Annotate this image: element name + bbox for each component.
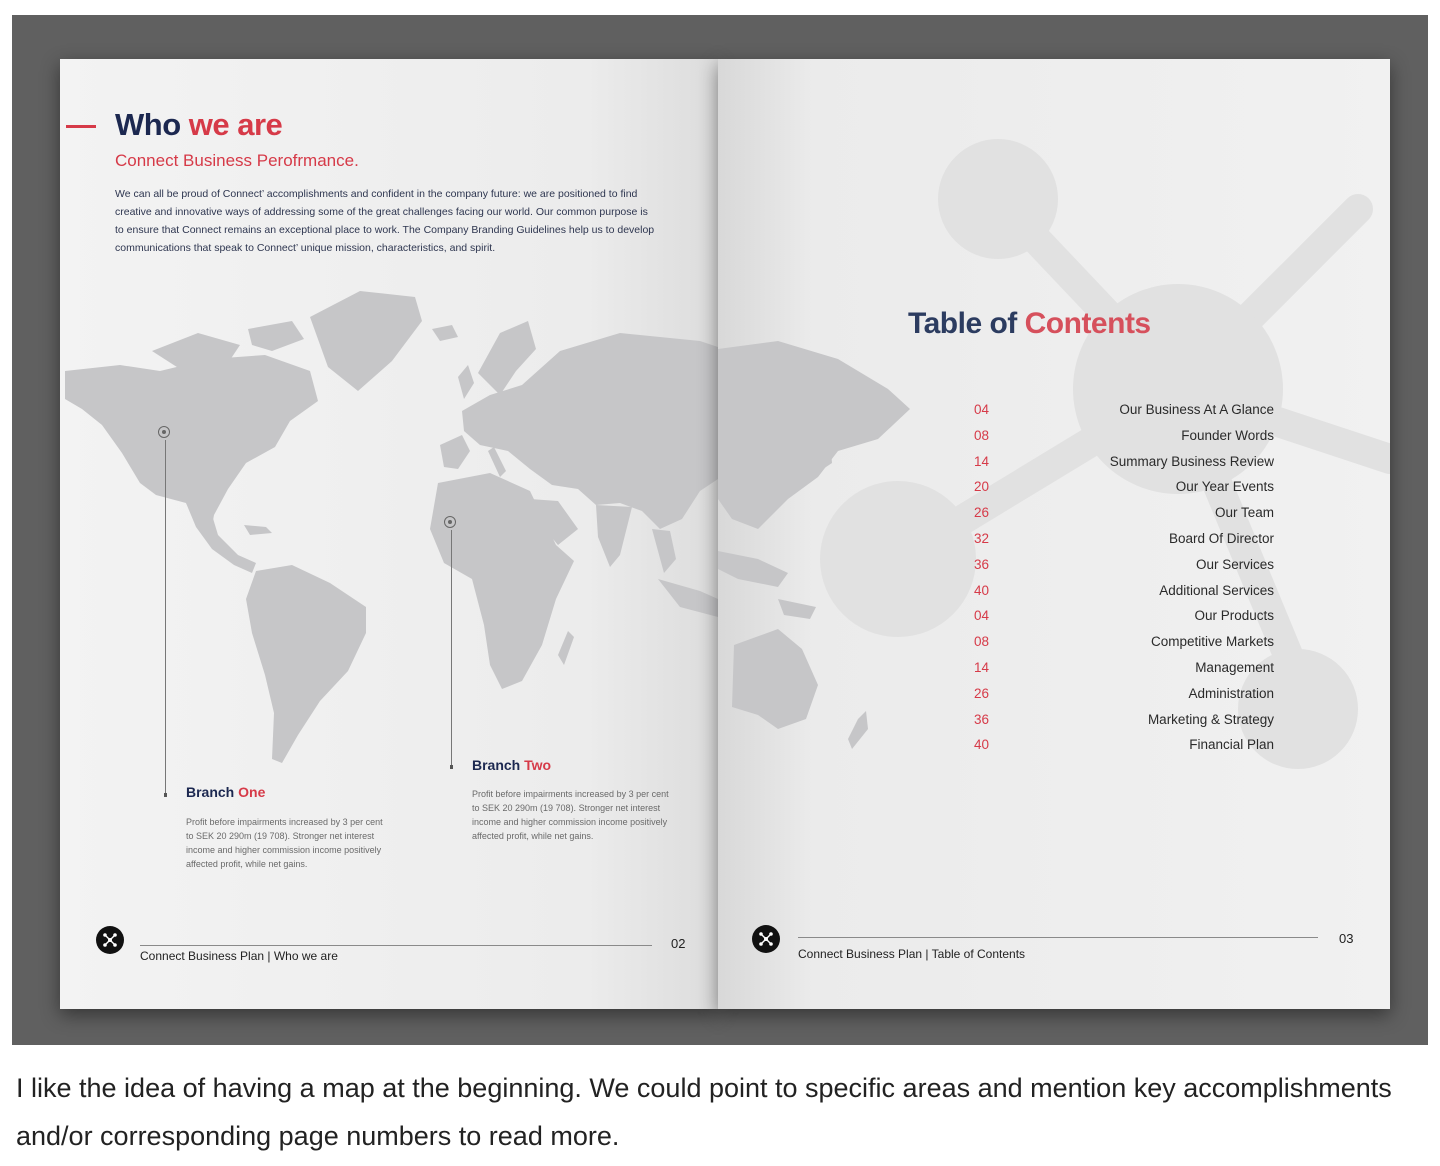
toc-entry[interactable] — [974, 479, 1274, 505]
toc-page-number: 20 — [974, 479, 990, 495]
headline-part2: we are — [188, 107, 283, 142]
branch-one-title — [186, 784, 265, 800]
toc-title-part1: Table of — [908, 307, 1017, 340]
toc-page-number: 04 — [974, 402, 990, 417]
location-pin-icon — [444, 516, 456, 528]
toc-entry[interactable] — [974, 402, 1274, 428]
toc-label: Our Year Events — [1175, 479, 1274, 495]
toc-label: Our Business At A Glance — [1119, 402, 1274, 417]
toc-entry[interactable] — [974, 686, 1274, 712]
toc-label: Founder Words — [1181, 427, 1274, 443]
toc-entry[interactable] — [974, 634, 1274, 660]
toc-entry[interactable] — [974, 557, 1274, 583]
footer-text: Connect Business Plan | Who we are — [140, 949, 338, 963]
branch-one-title-part1: Branch — [186, 784, 235, 800]
branch-one-title-part2: One — [238, 784, 266, 800]
branch-two-text: Profit before impairments increased by 3 per cent to SEK 20 290m (19 708). Stronger net interest income and higher commission income positively affected profit, while net gains. — [472, 789, 669, 841]
accent-dash — [66, 125, 96, 128]
branch-two-leader-line — [451, 530, 452, 767]
footer-text: Connect Business Plan | Table of Contents — [798, 947, 1026, 961]
toc-label: Administration — [1188, 685, 1274, 701]
page-number: 02 — [671, 936, 686, 951]
toc-title — [908, 307, 1151, 341]
toc-label: Our Products — [1194, 608, 1274, 624]
toc-page-number: 04 — [974, 608, 990, 624]
toc-entry[interactable] — [974, 712, 1274, 738]
toc-label: Board Of Director — [1168, 530, 1274, 546]
footer-rule — [140, 945, 652, 946]
left-page — [60, 59, 718, 1009]
toc-page-number: 36 — [974, 556, 990, 572]
toc-page-number: 26 — [974, 685, 990, 701]
toc-label: Summary Business Review — [1109, 453, 1274, 469]
network-logo-icon — [96, 926, 124, 954]
toc-label: Our Team — [1214, 505, 1274, 521]
toc-list — [974, 402, 1274, 763]
branch-two-title — [472, 757, 551, 773]
toc-label: Management — [1195, 659, 1274, 675]
toc-page-number: 32 — [974, 530, 990, 546]
right-page — [718, 59, 1390, 1009]
page-headline — [115, 107, 282, 143]
toc-entry[interactable] — [974, 428, 1274, 454]
network-logo-icon — [752, 925, 780, 953]
toc-label: Financial Plan — [1189, 737, 1274, 753]
toc-entry[interactable] — [974, 737, 1274, 763]
branch-two-title-part2: Two — [524, 757, 552, 773]
branch-one-text: Profit before impairments increased by 3 per cent to SEK 20 290m (19 708). Stronger net interest income and higher commission income positively affected profit, while net gains. — [186, 817, 383, 869]
toc-entry[interactable] — [974, 531, 1274, 557]
headline-part1: Who — [115, 107, 181, 142]
toc-label: Marketing & Strategy — [1147, 711, 1274, 727]
toc-entry[interactable] — [974, 660, 1274, 686]
toc-entry[interactable] — [974, 583, 1274, 609]
toc-entry[interactable] — [974, 608, 1274, 634]
leader-line-end — [450, 765, 453, 769]
toc-label: Our Services — [1195, 556, 1274, 572]
branch-two-title-part1: Branch — [472, 757, 521, 773]
toc-label: Additional Services — [1159, 582, 1274, 598]
toc-page-number: 14 — [974, 659, 990, 675]
page-number: 03 — [1339, 931, 1354, 946]
toc-label: Competitive Markets — [1150, 634, 1274, 650]
branch-one-leader-line — [165, 440, 166, 795]
leader-line-end — [164, 793, 167, 797]
footer-rule — [798, 937, 1318, 938]
toc-page-number: 08 — [974, 427, 990, 443]
toc-page-number: 40 — [974, 582, 990, 598]
brochure-photo — [12, 15, 1428, 1045]
toc-entry[interactable] — [974, 454, 1274, 480]
toc-page-number: 40 — [974, 737, 990, 753]
intro-paragraph: We can all be proud of Connect’ accomplishments and confident in the company future: we are positioned to find creative and innovative ways of addressing some of the great challenges facing our world. Our common purpose is to ensure that Connect remains an exceptional place to work. The Company Branding Guidelines help us to develop communications that speak to Connect’ unique mission, characteristics, and spirit. — [115, 188, 655, 254]
toc-title-part2: Contents — [1024, 307, 1151, 340]
location-pin-icon — [158, 426, 170, 438]
toc-entry[interactable] — [974, 505, 1274, 531]
subheading: Connect Business Perofrmance. — [115, 151, 359, 170]
toc-page-number: 36 — [974, 711, 990, 727]
toc-page-number: 26 — [974, 505, 990, 521]
caption-text: I like the idea of having a map at the beginning. We could point to specific areas and mention key accomplishments and/or corresponding page numbers to read more. — [16, 1073, 1392, 1151]
toc-page-number: 14 — [974, 453, 990, 469]
toc-page-number: 08 — [974, 634, 990, 650]
